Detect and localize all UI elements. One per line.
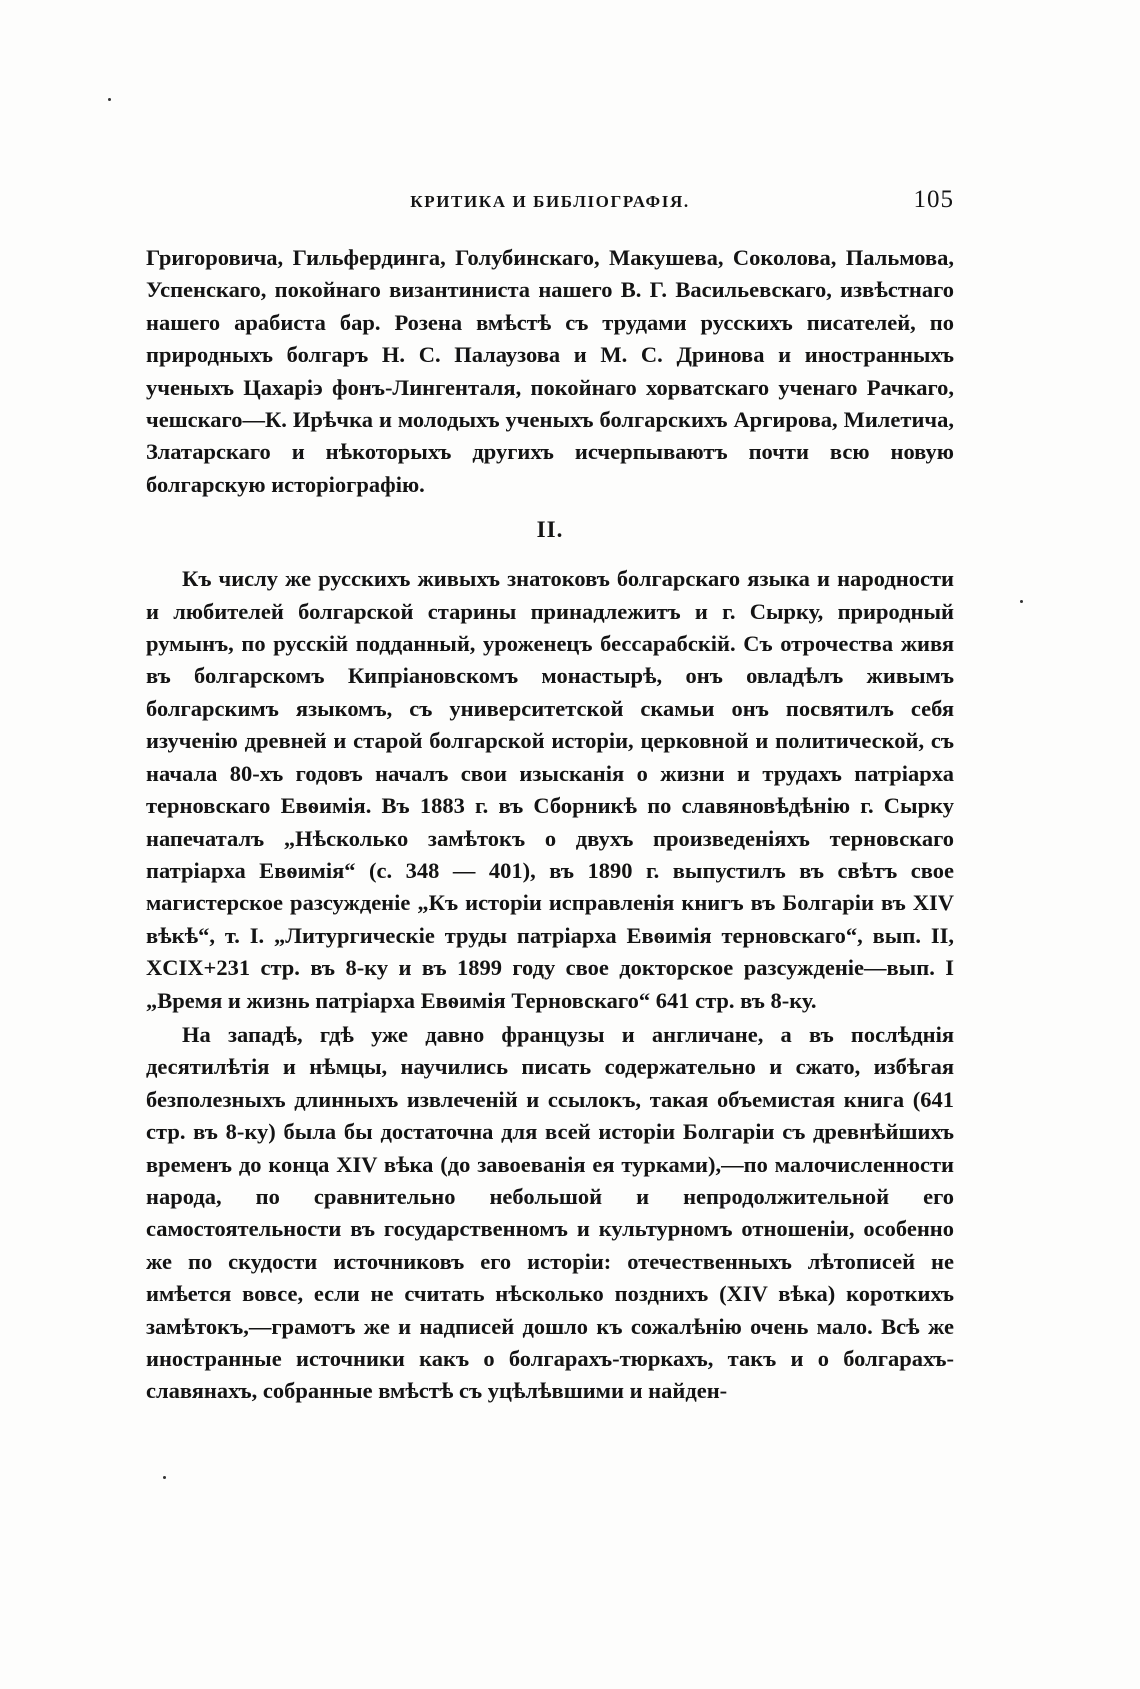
- running-head: [146, 186, 954, 222]
- section-heading: II.: [536, 517, 564, 543]
- running-title: КРИТИКА И БИБЛІОГРАФІЯ.: [410, 192, 690, 211]
- scan-speck: [163, 1476, 166, 1479]
- scan-speck: [1020, 600, 1023, 603]
- paragraph: На западѣ, гдѣ уже давно французы и англичане, а въ послѣднія десятилѣтія и нѣмцы, научились писать содержательно и сжато, избѣгая безполезныхъ длинныхъ извлеченій и ссылокъ, такая объемистая книга (641 стр. въ 8-ку) была бы достаточна для всей исторіи Болгаріи съ древнѣйшихъ временъ до конца XIV вѣка (до завоеванія ея турками),—по малочисленности народа, по сравнительно небольшой и непродолжительной его самостоятельности въ государственномъ и культурномъ отношеніи, особенно же по скудости источниковъ его исторіи: отечественныхъ лѣтописей не имѣется вовсе, если не считать нѣсколько позднихъ (XIV вѣка) короткихъ замѣтокъ,—грамотъ же и надписей дошло къ сожалѣнію очень мало. Всѣ же иностранные источники какъ о болгарахъ-тюркахъ, такъ и о болгарахъ-славянахъ, собранные вмѣстѣ съ уцѣлѣвшими и найден-: [146, 1021, 954, 1404]
- body-text: [146, 242, 954, 1408]
- page-number: 105: [913, 186, 954, 213]
- scan-speck: [108, 98, 111, 101]
- paragraph: Къ числу же русскихъ живыхъ знатоковъ болгарскаго языка и народности и любителей болгарской старины принадлежитъ и г. Сырку, природный румынъ, по русскій подданный, уроженецъ бессарабскій. Съ отрочества живя въ болгарскомъ Кипріановскомъ монастырѣ, онъ овладѣлъ живымъ болгарскимъ языкомъ, съ университетской скамьи онъ посвятилъ себя изученію древней и старой болгарской исторіи, церковной и политической, съ начала 80-хъ годовъ началъ свои изысканія о жизни и трудахъ патріарха терновскаго Евѳимія. Въ 1883 г. въ Сборникѣ по славяновѣдѣнію г. Сырку напечаталъ „Нѣсколько замѣтокъ о двухъ произведеніяхъ терновскаго патріарха Евѳимія“ (с. 348 — 401), въ 1890 г. выпустилъ въ свѣтъ свое магистерское разсужденіе „Къ исторіи исправленія книгъ въ Болгаріи въ XIV вѣкѣ“, т. I. „Литургическіе труды патріарха Евѳимія терновскаго“, вып. II, XCIX+231 стр. въ 8-ку и въ 1899 году свое докторское разсужденіе—вып. I „Время и жизнь патріарха Евѳимія Терновскаго“ 641 стр. въ 8-ку.: [146, 566, 954, 1013]
- paragraph-continued: Григоровича, Гильфердинга, Голубинскаго, Макушева, Соколова, Пальмова, Успенскаго, покойнаго византиниста нашего В. Г. Васильевскаго, извѣстнаго нашего арабиста бар. Розена вмѣстѣ съ трудами русскихъ писателей, по природныхъ болгаръ Н. С. Палаузова и М. С. Дринова и иностранныхъ ученыхъ Цахаріэ фонъ-Лингенталя, покойнаго хорватскаго ученаго Рачкаго, чешскаго—К. Ирѣчка и молодыхъ ученыхъ болгарскихъ Аргирова, Милетича, Златарскаго и нѣкоторыхъ другихъ исчерпываютъ почти всю новую болгарскую исторіографію.: [146, 245, 954, 497]
